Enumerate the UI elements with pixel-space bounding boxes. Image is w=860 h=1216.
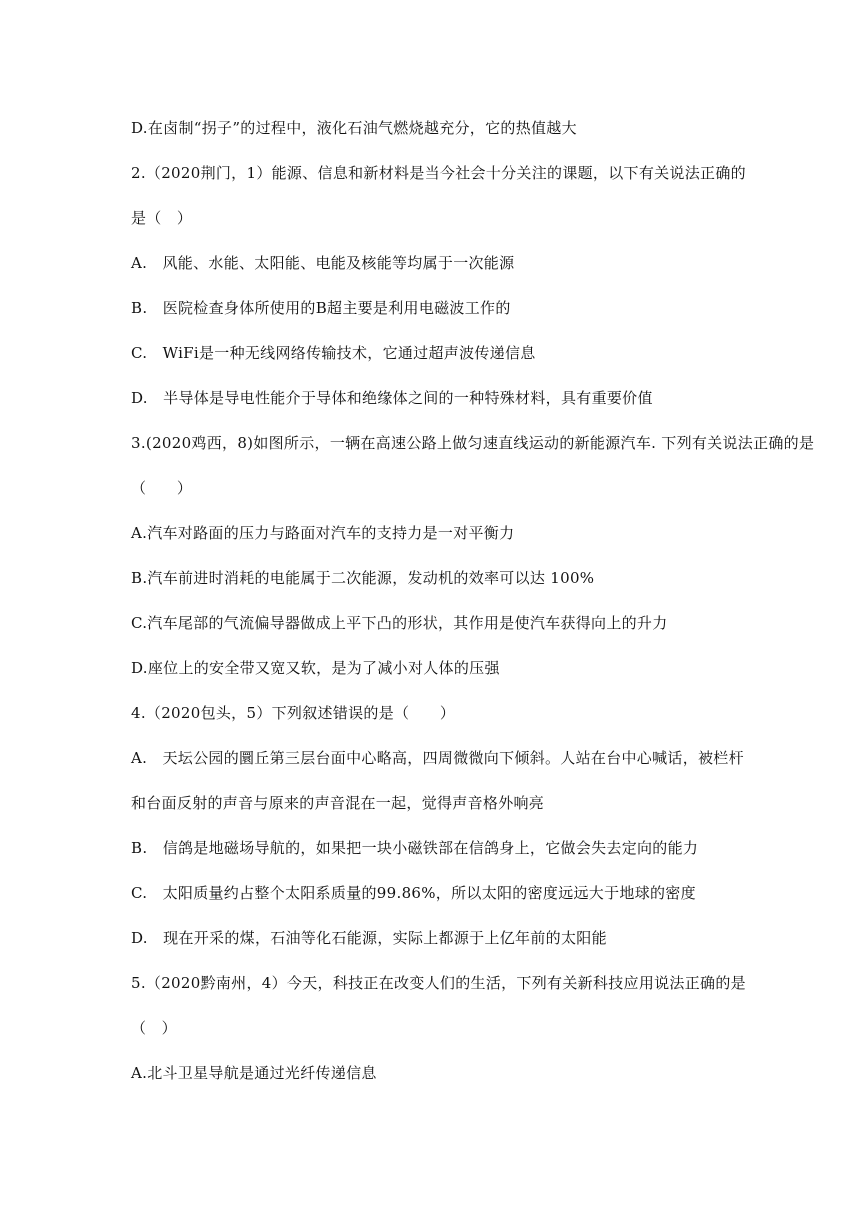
text-line: D. 现在开采的煤，石油等化石能源，实际上都源于上亿年前的太阳能 [131, 929, 607, 947]
text-line: C. 太阳质量约占整个太阳系质量的99.86%，所以太阳的密度远远大于地球的密度 [131, 884, 696, 902]
text-line: 2.（2020荆门，1）能源、信息和新材料是当今社会十分关注的课题，以下有关说法正确的 [131, 164, 746, 182]
text-line: C. WiFi是一种无线网络传输技术，它通过超声波传递信息 [131, 344, 536, 362]
text-line: 和台面反射的声音与原来的声音混在一起，觉得声音格外响亮 [131, 794, 545, 812]
text-line: B. 医院检查身体所使用的B超主要是利用电磁波工作的 [131, 299, 511, 317]
text-line: C.汽车尾部的气流偏导器做成上平下凸的形状，其作用是使汽车获得向上的升力 [131, 614, 668, 632]
text-line: （ ） [131, 479, 193, 497]
text-line: D.在卤制“拐子”的过程中，液化石油气燃烧越充分，它的热值越大 [131, 119, 577, 137]
text-line: A. 风能、水能、太阳能、电能及核能等均属于一次能源 [131, 254, 515, 272]
text-line: B.汽车前进时消耗的电能属于二次能源，发动机的效率可以达 100% [131, 569, 595, 587]
text-line: A.北斗卫星导航是通过光纤传递信息 [131, 1064, 377, 1082]
text-line: （ ） [131, 1019, 177, 1037]
text-line: 是（ ） [131, 209, 193, 227]
text-line: D. 半导体是导电性能介于导体和绝缘体之间的一种特殊材料，具有重要价值 [131, 389, 653, 407]
text-line: 3.(2020鸡西，8)如图所示，一辆在高速公路上做匀速直线运动的新能源汽车. 下列有关说法正确的是 [131, 434, 815, 452]
text-line: B. 信鸽是地磁场导航的，如果把一块小磁铁部在信鸽身上，它做会失去定向的能力 [131, 839, 699, 857]
text-line: A.汽车对路面的压力与路面对汽车的支持力是一对平衡力 [131, 524, 515, 542]
text-line: D.座位上的安全带又宽又软，是为了减小对人体的压强 [131, 659, 500, 677]
text-line: 4.（2020包头，5）下列叙述错误的是（ ） [131, 704, 456, 722]
text-line: 5.（2020黔南州，4）今天，科技正在改变人们的生活，下列有关新科技应用说法正确的是 [131, 974, 746, 992]
text-line: A. 天坛公园的圜丘第三层台面中心略高，四周微微向下倾斜。人站在台中心喊话，被栏杆 [131, 749, 744, 767]
